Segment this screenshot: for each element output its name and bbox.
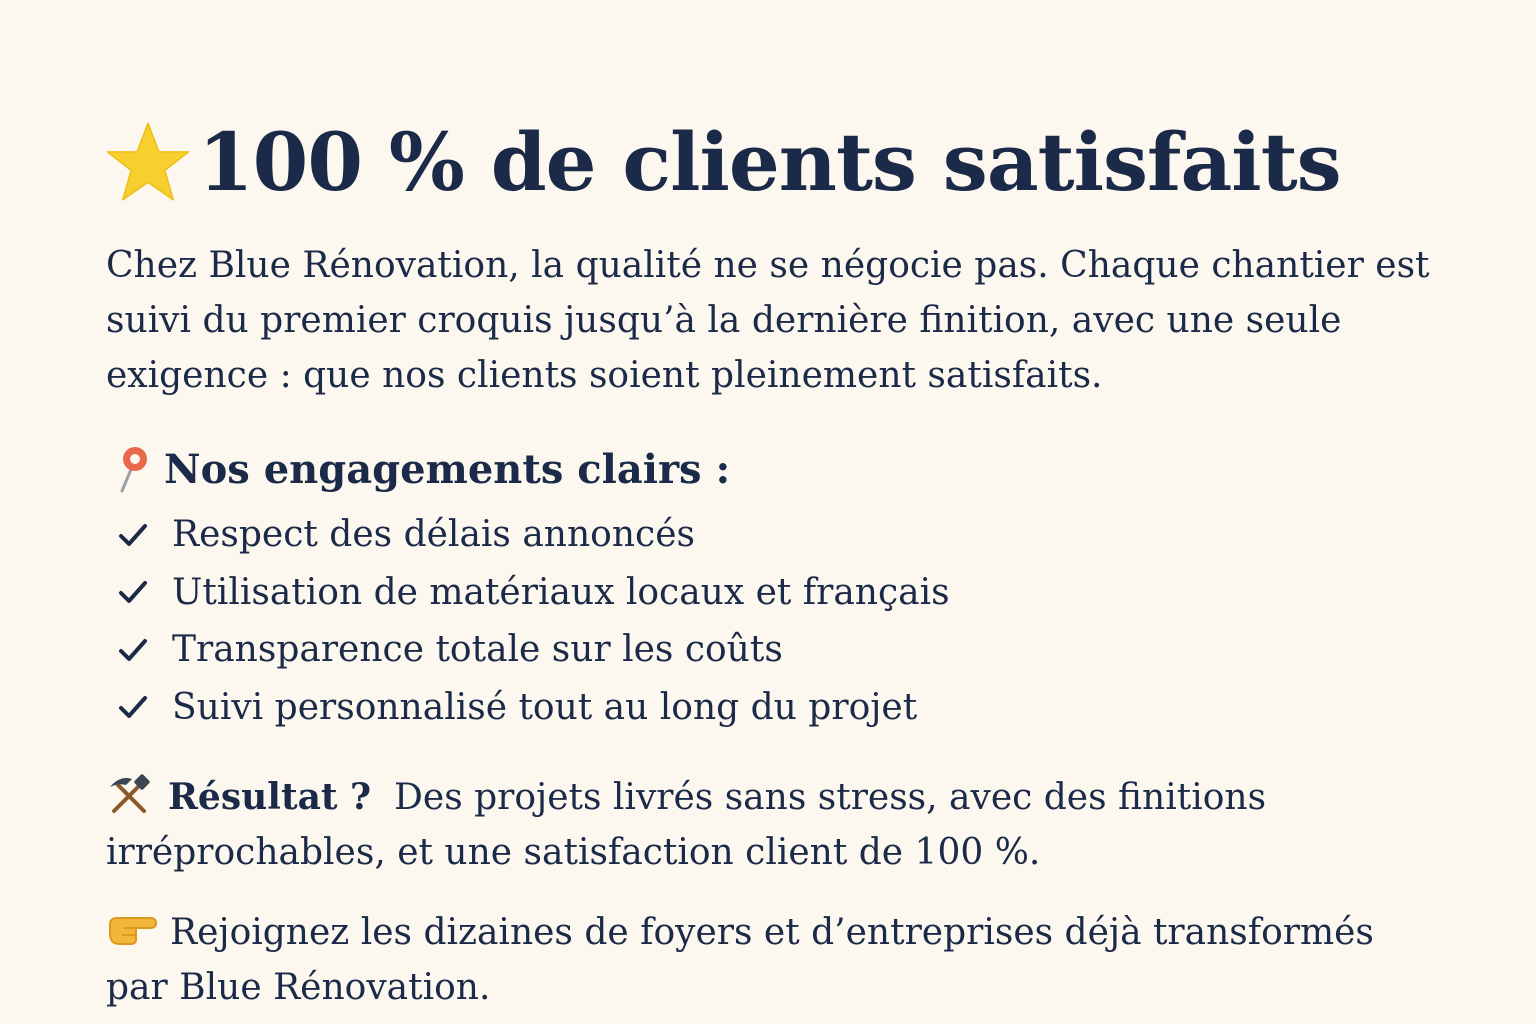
result-text: Des projets livrés sans stress, avec des finitions irréprochables, et une satisfaction client de 100 %. xyxy=(106,777,1267,873)
intro-paragraph: Chez Blue Rénovation, la qualité ne se négocie pas. Chaque chantier est suivi du premier croquis jusqu’à la dernière finition, avec une seule exigence : que nos clients soient pleinement satisfaits. xyxy=(106,245,1430,396)
checkmark-icon xyxy=(116,518,150,552)
list-item xyxy=(116,564,950,622)
list-item-text: Transparence totale sur les coûts xyxy=(172,629,783,671)
list-item-text: Utilisation de matériaux locaux et français xyxy=(172,571,950,613)
pointing-hand-icon xyxy=(106,910,158,946)
pushpin-icon xyxy=(112,445,154,495)
commitments-heading-text: Nos engagements clairs : xyxy=(164,446,731,493)
checkmark-icon xyxy=(116,633,150,667)
cta-text: Rejoignez les dizaines de foyers et d’entreprises déjà transformés par Blue Rénovation. xyxy=(106,912,1374,1008)
list-item xyxy=(116,621,950,679)
list-item xyxy=(116,679,950,737)
page-title-text: 100 % de clients satisfaits xyxy=(198,115,1341,209)
list-item-text: Suivi personnalisé tout au long du projet xyxy=(172,686,918,728)
list-item-text: Respect des délais annoncés xyxy=(172,514,695,556)
checkmark-icon xyxy=(116,690,150,724)
commitments-list xyxy=(116,506,950,736)
hammer-and-pick-icon xyxy=(106,773,152,815)
checkmark-icon xyxy=(116,575,150,609)
commitments-heading xyxy=(112,440,730,500)
star-icon xyxy=(106,120,190,204)
result-label: Résultat ? xyxy=(168,776,372,818)
page-content xyxy=(106,0,1436,1024)
page-title xyxy=(106,112,1341,212)
list-item xyxy=(116,506,950,564)
call-to-action xyxy=(106,905,1436,1015)
result-paragraph xyxy=(106,770,1436,880)
